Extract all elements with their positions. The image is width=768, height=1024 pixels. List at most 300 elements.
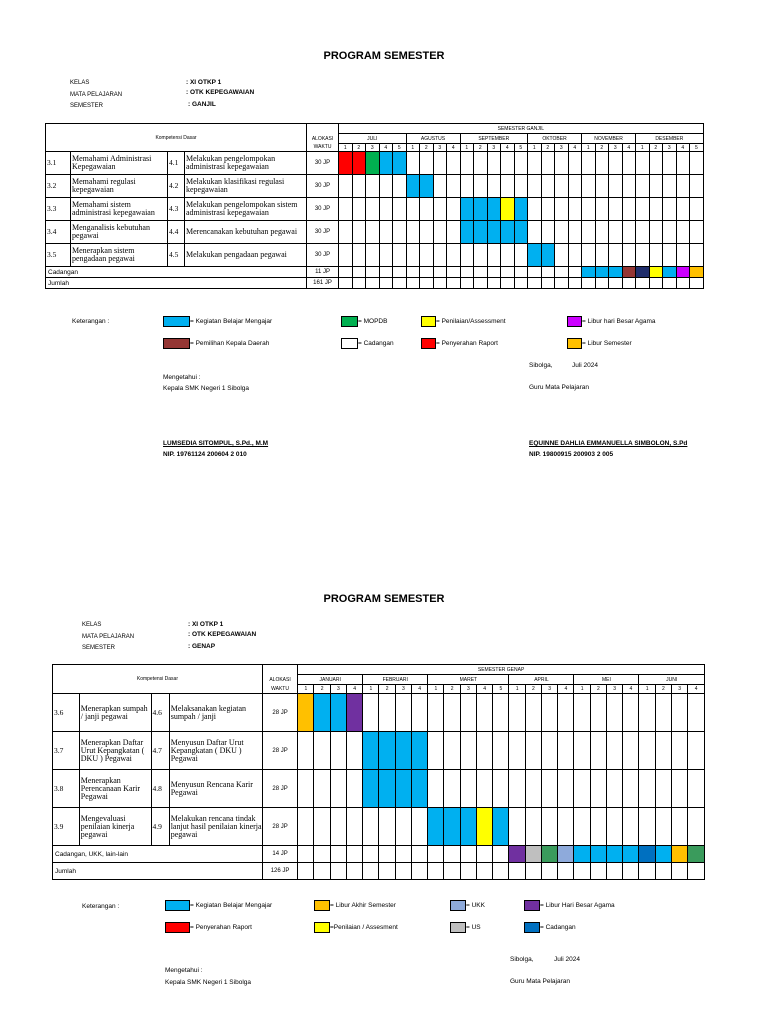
week-cell	[606, 846, 622, 863]
week-cell	[622, 198, 636, 221]
week-cell	[649, 198, 663, 221]
week-cell	[393, 244, 407, 267]
week-cell	[379, 152, 393, 175]
week-cell	[379, 175, 393, 198]
week-cell	[595, 244, 609, 267]
kd-skill: Melakukan pengelompokan sistem administrasi kepegawaian	[185, 198, 307, 221]
week-cell	[514, 267, 528, 278]
week-cell	[444, 863, 460, 880]
week-cell	[406, 278, 420, 289]
week-number: 5	[690, 144, 704, 152]
week-cell	[420, 267, 434, 278]
week-cell	[487, 278, 501, 289]
week-cell	[476, 808, 492, 846]
legend-swatch	[314, 922, 330, 933]
week-cell	[487, 152, 501, 175]
week-number: 3	[609, 144, 623, 152]
week-cell	[406, 267, 420, 278]
week-cell	[346, 770, 362, 808]
week-cell	[639, 808, 655, 846]
week-cell	[487, 175, 501, 198]
week-cell	[314, 846, 330, 863]
week-cell	[649, 278, 663, 289]
week-cell	[395, 846, 411, 863]
legend-label: = Libur Akhir Semester	[330, 902, 396, 909]
week-number: 1	[639, 685, 655, 694]
legend-swatch	[165, 900, 190, 911]
week-number: 1	[582, 144, 596, 152]
week-cell	[420, 175, 434, 198]
week-cell	[433, 198, 447, 221]
week-cell	[609, 244, 623, 267]
legend-swatch	[163, 338, 190, 349]
week-cell	[428, 732, 444, 770]
table-row	[46, 175, 704, 198]
week-cell	[509, 863, 525, 880]
week-cell	[574, 732, 590, 770]
week-cell	[568, 221, 582, 244]
week-cell	[606, 770, 622, 808]
week-cell	[514, 244, 528, 267]
week-cell	[460, 278, 474, 289]
jumlah-label: Jumlah	[53, 863, 263, 880]
week-cell	[574, 808, 590, 846]
week-cell	[541, 198, 555, 221]
week-cell	[346, 694, 362, 732]
kd-number: 4.2	[168, 175, 185, 198]
week-cell	[393, 152, 407, 175]
table-row	[53, 732, 705, 770]
semester-header: SEMESTER GENAP	[298, 665, 705, 675]
week-cell	[636, 152, 650, 175]
week-number: 3	[395, 685, 411, 694]
week-cell	[541, 694, 557, 732]
week-cell	[663, 152, 677, 175]
week-cell	[558, 846, 574, 863]
week-cell	[568, 278, 582, 289]
week-cell	[346, 808, 362, 846]
week-cell	[528, 175, 542, 198]
week-cell	[314, 770, 330, 808]
week-cell	[501, 198, 515, 221]
week-cell	[514, 152, 528, 175]
week-number: 1	[574, 685, 590, 694]
kd-number: 3.5	[46, 244, 71, 267]
kd-number: 4.3	[168, 198, 185, 221]
place-label: Sibolga,	[510, 956, 534, 963]
week-number: 4	[379, 144, 393, 152]
alokasi-value: 30 JP	[307, 152, 339, 175]
week-cell	[676, 267, 690, 278]
week-cell	[690, 175, 704, 198]
week-cell	[609, 198, 623, 221]
place-label: Sibolga,	[529, 362, 553, 369]
kd-number: 3.7	[53, 732, 80, 770]
week-cell	[663, 278, 677, 289]
week-cell	[330, 808, 346, 846]
week-cell	[568, 267, 582, 278]
kd-knowledge: Memahami Administrasi Kepegawaian	[71, 152, 168, 175]
kompetensi-dasar-header: Kompetensi Dasar	[46, 124, 307, 152]
alokasi-value: 28 JP	[262, 770, 297, 808]
week-cell	[609, 267, 623, 278]
week-cell	[541, 808, 557, 846]
week-cell	[636, 244, 650, 267]
week-cell	[595, 198, 609, 221]
week-cell	[346, 732, 362, 770]
legend-label: = Pemilihan Kepala Daerah	[190, 340, 270, 347]
week-cell	[352, 244, 366, 267]
week-cell	[339, 198, 353, 221]
week-cell	[582, 244, 596, 267]
week-cell	[366, 198, 380, 221]
week-cell	[623, 846, 639, 863]
week-cell	[447, 175, 461, 198]
week-cell	[501, 175, 515, 198]
week-number: 4	[346, 685, 362, 694]
legend-swatch	[450, 900, 466, 911]
week-number: 1	[298, 685, 314, 694]
legend-label: = Penyerahan Raport	[436, 340, 498, 347]
week-cell	[590, 732, 606, 770]
week-cell	[595, 152, 609, 175]
week-cell	[366, 221, 380, 244]
week-cell	[352, 278, 366, 289]
week-cell	[447, 221, 461, 244]
week-cell	[395, 732, 411, 770]
week-cell	[487, 221, 501, 244]
week-cell	[514, 278, 528, 289]
week-cell	[622, 175, 636, 198]
alokasi-value: 28 JP	[262, 732, 297, 770]
week-cell	[590, 863, 606, 880]
week-cell	[676, 244, 690, 267]
legend-swatch	[165, 922, 190, 933]
week-cell	[339, 244, 353, 267]
month-header: APRIL	[509, 675, 574, 685]
week-cell	[395, 808, 411, 846]
week-cell	[339, 221, 353, 244]
week-cell	[366, 175, 380, 198]
week-cell	[433, 244, 447, 267]
week-cell	[406, 221, 420, 244]
week-cell	[595, 221, 609, 244]
week-number: 3	[671, 685, 687, 694]
week-cell	[433, 152, 447, 175]
week-number: 2	[314, 685, 330, 694]
week-cell	[541, 770, 557, 808]
week-cell	[379, 846, 395, 863]
week-cell	[487, 244, 501, 267]
week-cell	[558, 863, 574, 880]
week-cell	[590, 770, 606, 808]
mapel-label: MATA PELAJARAN	[70, 92, 123, 98]
week-cell	[379, 808, 395, 846]
guru-nip: NIP. 19800915 200903 2 005	[529, 451, 614, 458]
alokasi-value: 30 JP	[307, 198, 339, 221]
week-cell	[690, 152, 704, 175]
page-title-ganjil: PROGRAM SEMESTER	[323, 50, 445, 62]
mengetahui-label: Mengetahui :	[163, 374, 201, 381]
week-cell	[663, 198, 677, 221]
week-cell	[363, 846, 379, 863]
week-number: 2	[352, 144, 366, 152]
week-cell	[568, 198, 582, 221]
page-title-genap: PROGRAM SEMESTER	[323, 593, 445, 605]
week-cell	[509, 770, 525, 808]
week-cell	[460, 846, 476, 863]
week-cell	[622, 267, 636, 278]
table-row	[53, 808, 705, 846]
week-cell	[501, 244, 515, 267]
waktu-label: WAKTU	[307, 144, 339, 152]
table-row	[53, 694, 705, 732]
week-number: 5	[493, 685, 509, 694]
week-cell	[460, 732, 476, 770]
week-cell	[622, 244, 636, 267]
week-cell	[460, 863, 476, 880]
week-cell	[690, 278, 704, 289]
week-cell	[411, 694, 427, 732]
week-cell	[663, 175, 677, 198]
class-info-ganjil	[70, 80, 370, 110]
week-cell	[366, 244, 380, 267]
week-cell	[671, 846, 687, 863]
week-cell	[444, 808, 460, 846]
week-cell	[528, 278, 542, 289]
week-cell	[420, 278, 434, 289]
week-cell	[330, 863, 346, 880]
week-cell	[541, 846, 557, 863]
legend-swatch	[341, 316, 358, 327]
week-cell	[493, 732, 509, 770]
week-cell	[525, 770, 541, 808]
week-cell	[379, 278, 393, 289]
week-cell	[655, 808, 671, 846]
week-cell	[541, 221, 555, 244]
week-cell	[690, 244, 704, 267]
week-cell	[655, 732, 671, 770]
week-cell	[541, 244, 555, 267]
legend-swatch	[421, 316, 436, 327]
week-cell	[420, 198, 434, 221]
mapel-value: : OTK KEPEGAWAIAN	[186, 89, 255, 96]
week-cell	[411, 808, 427, 846]
week-cell	[688, 770, 705, 808]
week-cell	[649, 267, 663, 278]
week-number: 1	[636, 144, 650, 152]
cadangan-jp: 11 JP	[307, 267, 339, 278]
week-cell	[474, 278, 488, 289]
mengetahui-label: Mengetahui :	[165, 967, 203, 974]
week-cell	[606, 863, 622, 880]
week-number: 1	[509, 685, 525, 694]
week-cell	[541, 267, 555, 278]
week-cell	[655, 694, 671, 732]
week-cell	[406, 244, 420, 267]
week-cell	[558, 808, 574, 846]
kd-number: 3.2	[46, 175, 71, 198]
kd-number: 3.1	[46, 152, 71, 175]
week-cell	[606, 808, 622, 846]
week-cell	[609, 278, 623, 289]
week-cell	[639, 770, 655, 808]
week-cell	[298, 846, 314, 863]
semester-header: SEMESTER GANJIL	[339, 124, 704, 134]
kd-knowledge: Menerapkan Daftar Urut Kepangkatan ( DKU ) Pegawai	[79, 732, 151, 770]
week-cell	[690, 267, 704, 278]
week-cell	[493, 694, 509, 732]
legend-swatch	[567, 338, 582, 349]
waktu-label: WAKTU	[262, 685, 297, 694]
week-cell	[474, 198, 488, 221]
kepala-sekolah-name: LUMSEDIA SITOMPUL, S.Pd., M.M	[163, 440, 269, 447]
week-number: 3	[606, 685, 622, 694]
week-cell	[606, 694, 622, 732]
legend-label: = Kegiatan Belajar Mengajar	[190, 902, 273, 909]
jumlah-jp: 126 JP	[262, 863, 297, 880]
week-cell	[623, 808, 639, 846]
week-cell	[558, 770, 574, 808]
week-cell	[606, 732, 622, 770]
week-cell	[474, 221, 488, 244]
week-cell	[555, 267, 569, 278]
legend-label: = Libur Semester	[582, 340, 632, 347]
week-number: 2	[649, 144, 663, 152]
week-cell	[460, 770, 476, 808]
jumlah-label: Jumlah	[46, 278, 307, 289]
week-number: 3	[330, 685, 346, 694]
week-cell	[314, 694, 330, 732]
kd-skill: Melakukan rencana tindak lanjut hasil penilaian kinerja pegawai	[169, 808, 262, 846]
week-cell	[433, 267, 447, 278]
kd-knowledge: Memahami sistem administrasi kepegawaian	[71, 198, 168, 221]
week-cell	[574, 846, 590, 863]
legend-swatch	[450, 922, 466, 933]
week-number: 4	[476, 685, 492, 694]
kelas-value: : XI OTKP 1	[186, 79, 222, 86]
week-cell	[476, 846, 492, 863]
month-header: DESEMBER	[636, 134, 704, 144]
date-label: Juli 2024	[572, 362, 599, 369]
table-row	[46, 244, 704, 267]
week-cell	[363, 863, 379, 880]
week-cell	[476, 863, 492, 880]
kepala-sekolah-title: Kepala SMK Negeri 1 Sibolga	[165, 979, 251, 986]
legend-label: =Penilaian / Assesment	[330, 924, 398, 931]
week-cell	[688, 863, 705, 880]
week-cell	[663, 244, 677, 267]
semester-value: : GANJIL	[188, 101, 216, 108]
week-cell	[314, 863, 330, 880]
week-cell	[622, 221, 636, 244]
week-cell	[568, 244, 582, 267]
semester-value: : GENAP	[188, 643, 216, 650]
week-cell	[393, 175, 407, 198]
month-header: JUNI	[639, 675, 705, 685]
legend-swatch	[567, 316, 582, 327]
week-cell	[428, 846, 444, 863]
week-cell	[444, 846, 460, 863]
week-cell	[525, 808, 541, 846]
week-cell	[501, 278, 515, 289]
week-cell	[501, 152, 515, 175]
week-number: 2	[379, 685, 395, 694]
week-cell	[460, 267, 474, 278]
week-cell	[622, 152, 636, 175]
week-cell	[676, 152, 690, 175]
kd-number: 4.1	[168, 152, 185, 175]
kd-knowledge: Menerapkan sistem pengadaan pegawai	[71, 244, 168, 267]
week-cell	[541, 278, 555, 289]
week-number: 3	[487, 144, 501, 152]
week-cell	[558, 732, 574, 770]
week-cell	[568, 152, 582, 175]
guru-name: EQUINNE DAHLIA EMMANUELLA SIMBOLON, S.Pd	[529, 440, 688, 447]
week-number: 2	[474, 144, 488, 152]
week-cell	[541, 863, 557, 880]
week-cell	[639, 846, 655, 863]
alokasi-header	[307, 124, 339, 134]
kd-number: 4.8	[151, 770, 169, 808]
week-cell	[379, 198, 393, 221]
week-cell	[330, 846, 346, 863]
week-cell	[314, 808, 330, 846]
week-number: 3	[460, 685, 476, 694]
guru-title: Guru Mata Pelajaran	[529, 384, 589, 391]
week-cell	[411, 732, 427, 770]
week-cell	[460, 152, 474, 175]
week-cell	[474, 175, 488, 198]
week-cell	[352, 267, 366, 278]
month-header: NOVEMBER	[582, 134, 636, 144]
week-cell	[663, 267, 677, 278]
week-cell	[330, 694, 346, 732]
kd-knowledge: Menerapkan sumpah / janji pegawai	[79, 694, 151, 732]
week-cell	[460, 175, 474, 198]
week-cell	[582, 175, 596, 198]
month-header: JANUARI	[298, 675, 363, 685]
jumlah-jp: 161 JP	[307, 278, 339, 289]
semester-label: SEMESTER	[82, 645, 116, 651]
alokasi-value: 30 JP	[307, 221, 339, 244]
kd-knowledge: Memahami regulasi kepegawaian	[71, 175, 168, 198]
week-cell	[444, 694, 460, 732]
week-cell	[406, 152, 420, 175]
week-cell	[623, 732, 639, 770]
week-cell	[541, 152, 555, 175]
keterangan-label: Keterangan :	[82, 903, 120, 910]
week-cell	[649, 221, 663, 244]
week-cell	[447, 267, 461, 278]
month-header: MARET	[428, 675, 509, 685]
week-number: 2	[595, 144, 609, 152]
week-cell	[590, 846, 606, 863]
week-cell	[655, 846, 671, 863]
week-number: 4	[676, 144, 690, 152]
week-cell	[379, 694, 395, 732]
week-cell	[444, 770, 460, 808]
kd-number: 4.9	[151, 808, 169, 846]
week-cell	[528, 152, 542, 175]
guru-title: Guru Mata Pelajaran	[510, 978, 570, 985]
week-cell	[555, 198, 569, 221]
week-cell	[636, 198, 650, 221]
week-cell	[339, 175, 353, 198]
month-header: OKTOBER	[528, 134, 582, 144]
class-info-genap	[82, 622, 382, 652]
week-cell	[514, 198, 528, 221]
